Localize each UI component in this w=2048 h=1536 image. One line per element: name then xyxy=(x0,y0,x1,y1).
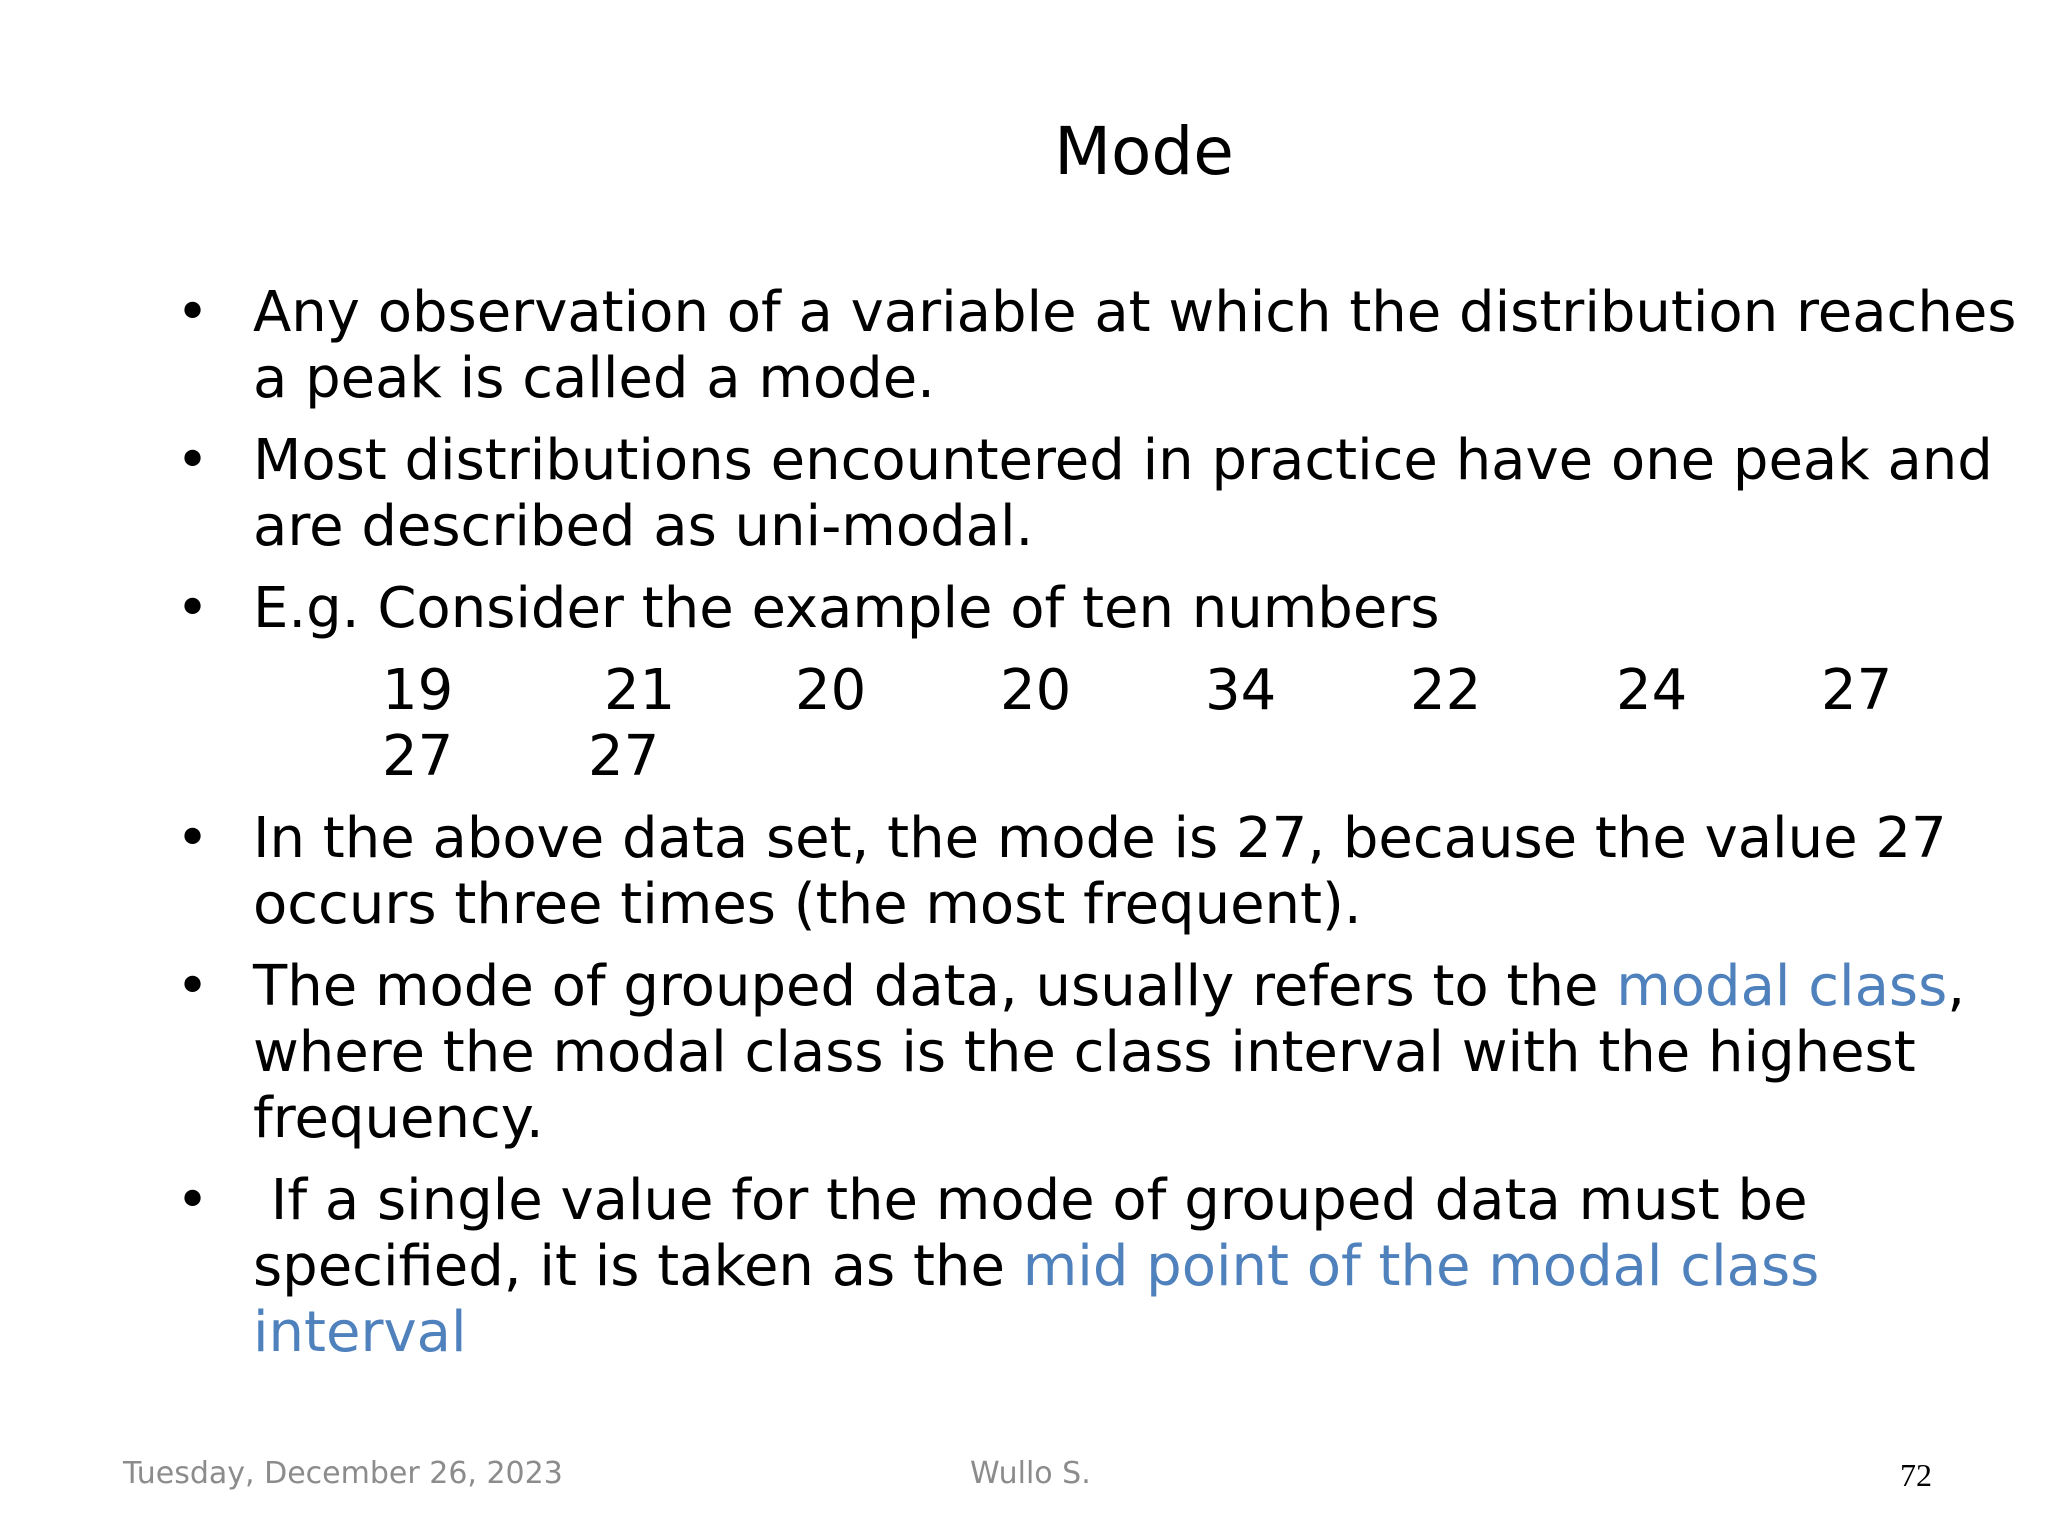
slide-content xyxy=(0,280,2048,1400)
page-number: 72 xyxy=(1900,1457,1932,1493)
number-item: 22 xyxy=(1410,658,1482,723)
slide-title: Mode xyxy=(1054,113,1234,190)
number-item: 27 xyxy=(1821,658,1893,723)
bullet-5-line-1 xyxy=(253,954,2033,1020)
bullet-1-line-2: a peak is called a mode. xyxy=(253,346,935,411)
bullet-marker: • xyxy=(176,280,210,345)
bullet-marker: • xyxy=(176,1168,210,1233)
bullet-2-line-1: Most distributions encountered in practice have one peak and xyxy=(253,428,1993,493)
bullet-3-line-1: E.g. Consider the example of ten numbers xyxy=(253,576,1440,641)
bullet-5-line-1-text: The mode of grouped data, usually refers to the xyxy=(253,954,1617,1019)
bullet-6-line-2-text: specified, it is taken as the xyxy=(253,1234,1023,1299)
bullet-5-line-2: where the modal class is the class interval with the highest xyxy=(253,1020,1916,1085)
number-item: 27 xyxy=(588,724,660,789)
bullet-5-line-1-suffix: , xyxy=(1947,954,1966,1019)
bullet-1-line-1: Any observation of a variable at which the distribution reaches xyxy=(253,280,2017,345)
bullet-2-line-2: are described as uni-modal. xyxy=(253,494,1034,559)
bullet-marker: • xyxy=(176,428,210,493)
number-item: 20 xyxy=(795,658,867,723)
bullet-5-line-3: frequency. xyxy=(253,1086,544,1151)
number-item: 19 xyxy=(382,658,454,723)
bullet-6-line-1: If a single value for the mode of grouped data must be xyxy=(253,1168,1808,1233)
number-item: 21 xyxy=(604,658,676,723)
bullet-marker: • xyxy=(176,806,210,871)
number-item: 27 xyxy=(382,724,454,789)
footer-date: Tuesday, December 26, 2023 xyxy=(123,1456,563,1491)
footer-author: Wullo S. xyxy=(970,1456,1091,1491)
mid-point-highlight: mid point of the modal class xyxy=(1022,1234,1820,1299)
bullet-6-line-2 xyxy=(253,1234,2033,1300)
number-item: 20 xyxy=(1000,658,1072,723)
bullet-4-line-2: occurs three times (the most frequent). xyxy=(253,872,1362,937)
bullet-marker: • xyxy=(176,576,210,641)
bullet-marker: • xyxy=(176,954,210,1019)
number-item: 34 xyxy=(1205,658,1277,723)
number-item: 24 xyxy=(1616,658,1688,723)
bullet-4-line-1: In the above data set, the mode is 27, because the value 27 xyxy=(253,806,1947,871)
modal-class-highlight: modal class xyxy=(1616,954,1948,1019)
bullet-6-line-3: interval xyxy=(253,1300,467,1365)
